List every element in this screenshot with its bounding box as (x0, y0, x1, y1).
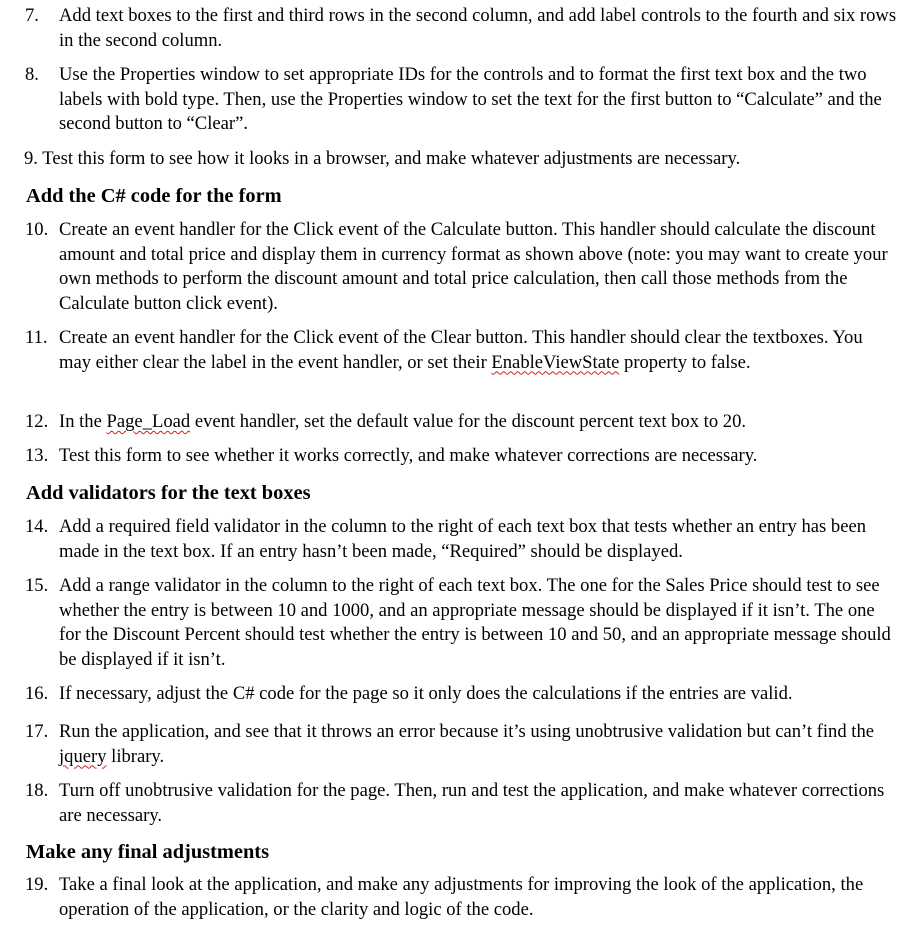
step-text: Create an event handler for the Click event of the Clear button. This handler should clear the textboxes. You may either clear the label in the event handler, or set their EnableViewState property to false. (59, 327, 863, 373)
step-9 (24, 147, 896, 172)
step-15 (25, 574, 897, 672)
step-text: Take a final look at the application, and make any adjustments for improving the look of the application, the operation of the application, or the clarity and logic of the code. (59, 874, 864, 920)
step-14 (25, 515, 897, 564)
step-8 (25, 63, 897, 137)
step-17 (25, 720, 897, 769)
step-text: Test this form to see how it looks in a browser, and make whatever adjustments are necessary. (42, 148, 741, 169)
spellcheck-word: EnableViewState (491, 351, 620, 373)
step-text: Add a required field validator in the column to the right of each text box that tests whether an entry has been made in the text box. If an entry hasn’t been made, “Required” should be displayed. (59, 516, 867, 562)
step-number: 8. (25, 64, 39, 85)
step-number: 10. (25, 219, 49, 240)
step-number: 15. (25, 575, 49, 596)
step-number: 16. (25, 683, 49, 704)
step-number: 7. (25, 5, 39, 26)
spellcheck-word: jquery (59, 745, 107, 767)
step-11 (25, 326, 897, 375)
step-18 (25, 779, 897, 828)
step-13 (25, 444, 897, 469)
step-text: Test this form to see whether it works correctly, and make whatever corrections are necessary. (59, 445, 758, 466)
step-7 (25, 4, 897, 53)
heading-validators: Add validators for the text boxes (26, 482, 311, 504)
step-text: If necessary, adjust the C# code for the page so it only does the calculations if the entries are valid. (59, 683, 793, 704)
step-text: Turn off unobtrusive validation for the page. Then, run and test the application, and make whatever corrections are necessary. (59, 780, 885, 826)
step-text: In the Page_Load event handler, set the default value for the discount percent text box to 20. (59, 411, 747, 432)
step-10 (25, 218, 897, 316)
heading-final-adjustments: Make any final adjustments (26, 841, 270, 863)
step-text: Use the Properties window to set appropriate IDs for the controls and to format the first text box and the two labels with bold type. Then, use the Properties window to set the text for the first button to “Calculate” and the second button to “Clear”. (59, 64, 882, 135)
step-19 (25, 873, 897, 922)
step-text: Run the application, and see that it throws an error because it’s using unobtrusive validation but can’t find the jquery library. (59, 721, 875, 767)
step-text: Add a range validator in the column to the right of each text box. The one for the Sales Price should test to see whether the entry is between 10 and 1000, and an appropriate message should be displayed if it isn’t. The one for the Discount Percent should test whether the entry is between 10 and 50, and an appropriate message should be displayed if it isn’t. (59, 575, 891, 670)
step-number: 12. (25, 411, 49, 432)
step-number: 14. (25, 516, 49, 537)
step-number: 19. (25, 874, 49, 895)
step-number: 18. (25, 780, 49, 801)
step-number: 11. (25, 327, 48, 348)
step-number: 9. (24, 148, 38, 169)
step-12 (25, 410, 897, 435)
step-text: Create an event handler for the Click event of the Calculate button. This handler should calculate the discount amount and total price and display them in currency format as shown above (note: you may want to create your own methods to perform the discount amount and total price calculation, then call those methods from the Calculate button click event). (59, 219, 888, 314)
step-text: Add text boxes to the first and third rows in the second column, and add label controls to the fourth and six rows in the second column. (59, 5, 897, 51)
step-number: 17. (25, 721, 49, 742)
spellcheck-word: Page_Load (106, 411, 191, 432)
step-number: 13. (25, 445, 49, 466)
heading-csharp-code: Add the C# code for the form (26, 185, 282, 207)
step-16 (25, 682, 897, 707)
